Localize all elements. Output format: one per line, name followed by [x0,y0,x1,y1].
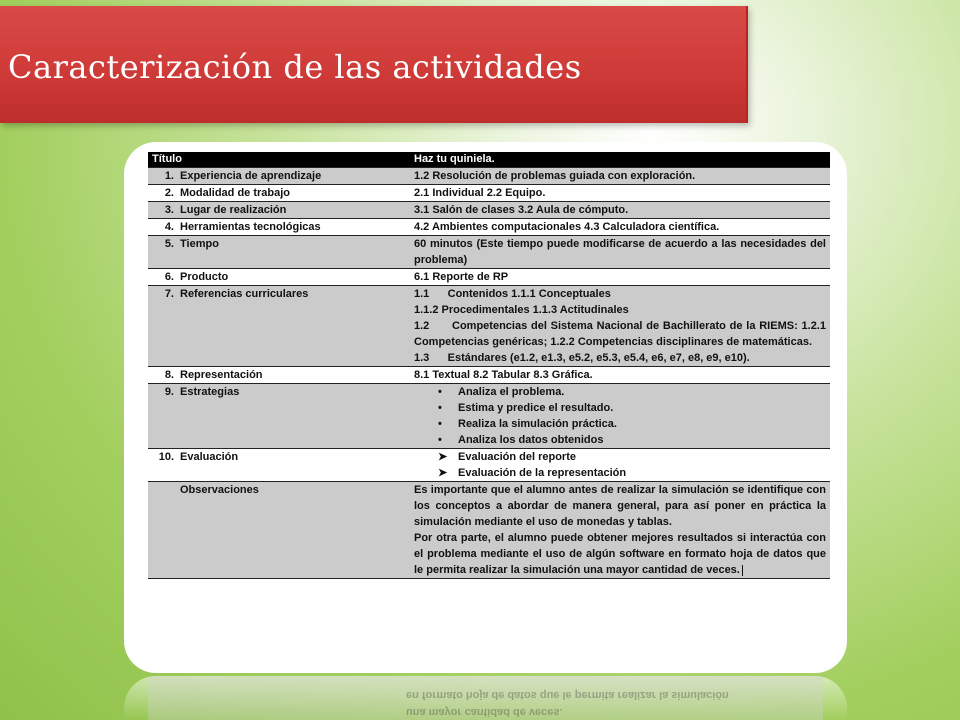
title-banner [0,6,748,123]
list-item: ➤ Evaluación de la representación [438,465,826,481]
table-row [148,269,830,286]
row-number: 5. [164,238,174,250]
row-value: 6.1 Reporte de RP [410,269,830,286]
curricular-line: 1.3 Estándares (e1.2, e1.3, e5.2, e5.3, e5.4, e6, e7, e8, e9, e10). [414,352,750,364]
table-row [148,286,830,367]
curricular-line: 1.1 Contenidos 1.1.1 Conceptuales [414,288,611,300]
reflection-text: una mayor cantidad de veces. en formato hoja de datos que le permita realizar la simulación [148,676,823,720]
row-number: 3. [164,204,174,216]
table-row [148,185,830,202]
table-header-row [148,152,830,168]
row-value: 2.1 Individual 2.2 Equipo. [410,185,830,202]
list-item: • Realiza la simulación práctica. [438,416,826,432]
row-label: Estrategias [180,386,240,398]
row-value: 3.1 Salón de clases 3.2 Aula de cómputo. [410,202,830,219]
row-number: 4. [164,221,174,233]
observation-paragraph: Por otra parte, el alumno puede obtener mejores resultados si interactúa con el problema mediante el uso de algún software en formato hoja de datos que le permita realizar la simulación una mayor cantidad de veces. [414,532,826,576]
row-number: 6. [164,271,174,283]
row-number: 8. [164,369,174,381]
row-label: Representación [180,369,263,381]
list-item: ➤ Evaluación del reporte [438,449,826,465]
row-label: Observaciones [180,484,259,496]
table-row [148,202,830,219]
row-label: Referencias curriculares [180,288,309,300]
row-number: 9. [164,386,174,398]
row-label: Experiencia de aprendizaje [180,170,322,182]
list-item: • Analiza los datos obtenidos [438,432,826,448]
row-number: 2. [164,187,174,199]
header-title-label: Título [148,152,410,168]
list-item: • Analiza el problema. [438,384,826,400]
row-label: Evaluación [180,451,239,463]
row-number: 1. [164,170,174,182]
curricular-line: 1.1.2 Procedimentales 1.1.3 Actitudinales [414,304,629,316]
table-row [148,367,830,384]
strategies-list [414,384,826,448]
row-label: Herramientas tecnológicas [180,221,321,233]
row-number: 10. [158,451,174,463]
table-row [148,236,830,269]
table-row [148,384,830,449]
text-cursor [742,565,743,576]
row-label: Lugar de realización [180,204,287,216]
observation-paragraph: Es importante que el alumno antes de realizar la simulación se identifique con los conceptos a abordar de manera general, para así poner en práctica la simulación mediante el uso de monedas y tablas. [414,484,826,528]
table-row [148,168,830,185]
table-row [148,219,830,236]
curricular-line: 1.2 Competencias del Sistema Nacional de Bachillerato de la RIEMS: 1.2.1 Competencias genéricas; 1.2.2 Competencias disciplinares de matemáticas. [414,320,830,348]
row-value: 1.2 Resolución de problemas guiada con exploración. [410,168,830,185]
row-label: Producto [180,271,229,283]
row-value: 8.1 Textual 8.2 Tabular 8.3 Gráfica. [410,367,830,384]
activity-table [148,152,830,667]
row-value: 4.2 Ambientes computacionales 4.3 Calculadora científica. [410,219,830,236]
row-number: 7. [164,288,174,300]
table-row [148,449,830,482]
slide-reflection [124,676,847,720]
evaluation-list [414,449,826,481]
row-value: 60 minutos (Este tiempo puede modificarse de acuerdo a las necesidades del problema) [410,236,830,269]
row-label: Tiempo [180,238,219,250]
list-item: • Estima y predice el resultado. [438,400,826,416]
slide-title: Caracterización de las actividades [8,48,582,86]
header-title-value: Haz tu quiniela. [410,152,830,168]
table-row [148,482,830,579]
row-label: Modalidad de trabajo [180,187,291,199]
